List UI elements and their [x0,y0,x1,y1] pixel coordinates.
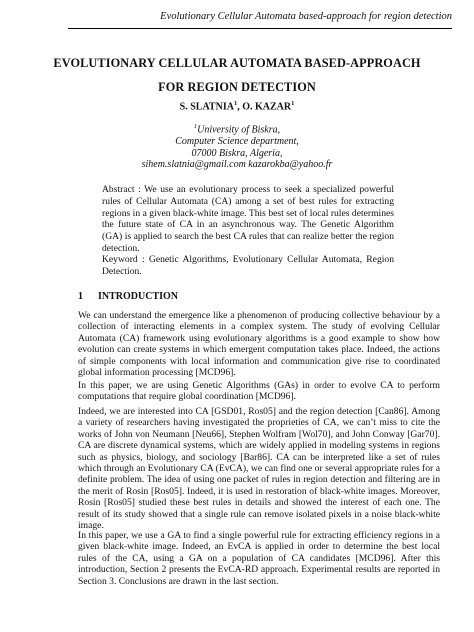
authors [40,100,434,112]
abstract: Abstract : We use an evolutionary process to seek a specialized powerful rules of Cellular Automata (CA) among a set of best rules for extracting regions in a given black-white image. This best set of local rules determines the future state of CA in an asynchronous way. The Genetic Algorithm (GA) is applied to search the best CA rules that can realize better the region detection. [102,184,394,254]
affiliation-address: 07000 Biskra, Algeria, [191,147,283,159]
section-title: INTRODUCTION [98,291,179,302]
affiliation [60,121,414,171]
section-number: 1 [78,291,83,302]
body-paragraph: We can understand the emergence like a phenomenon of producing collective behaviour by a collection of interacting elements in a complex system. The study of evolving Cellular Automata (CA) framework using evolutionary algorithms is a good example to show how evolution can create systems in which emergent computation takes place. Indeed, the actions of simple components with local information and communication give rise to coordinated global information processing [MCD96]. [78,310,440,379]
affiliation-department: Computer Science department, [175,135,299,147]
author-emails: sihem.slatnia@gmail.com kazarokba@yahoo.fr [141,159,333,171]
section-heading [78,291,178,302]
author-name: S. SLATNIA [179,101,234,113]
body-paragraph: Indeed, we are interested into CA [GSD01, Ros05] and the region detection [Can86]. Among a variety of researchers having investigated the proprieties of CA, we can’t miss to cite the works of John von Neumann [Neu66], Stephen Wolfram [Wol70], and John Conway [Gar70]. CA are discrete dynamical systems, which are widely applied in modeling systems in regions such as physics, biology, and sociology [Bar86]. CA can be interpreted like a set of rules which through an Evolutionary CA (EvCA), we can find one or several appropriate rules for a definite problem. The idea of using one packet of rules in region detection and filtering are in the merit of Rosin [Ros05]. Indeed, it is used in restoration of black-white images. Moreover, Rosin [Ros05] studied these best rules in details and showed the interest of each one. The result of its study showed that a single rule can remove isolated pixels in a noise black-white image. [78,406,440,532]
author-separator: , [237,101,243,113]
running-header: Evolutionary Cellular Automata based-approach for region detection [160,11,452,22]
header-rule [68,28,452,29]
affiliation-university: $^1$University of Biskra, [193,123,281,136]
affiliation-mark: 1 [193,123,198,130]
author-affiliation-mark: 1 [291,100,295,107]
paper-title-line-1: EVOLUTIONARY CELLULAR AUTOMATA BASED-APPROACH [53,56,421,70]
keywords: Keyword : Genetic Algorithms, Evolutionary Cellular Automata, Region Detection. [102,254,394,277]
body-paragraph: In this paper, we use a GA to find a single powerful rule for extracting efficiency regions in a given black-white image. Indeed, an EvCA is applied in order to determine the best local rules of the CA, using a GA on a population of CA candidates [MCD96]. After this introduction, Section 2 presents the EvCA-RD approach. Experimental results are reported in Section 3. Conclusions are drawn in the last section. [78,530,440,587]
author-affiliation-mark: 1 [233,100,238,107]
paper-title-line-2: FOR REGION DETECTION [158,80,316,94]
author-name: O. KAZAR [242,101,292,113]
body-paragraph: In this paper, we are using Genetic Algorithms (GAs) in order to evolve CA to perform computations that require global coordination [MCD96]. [78,380,440,403]
